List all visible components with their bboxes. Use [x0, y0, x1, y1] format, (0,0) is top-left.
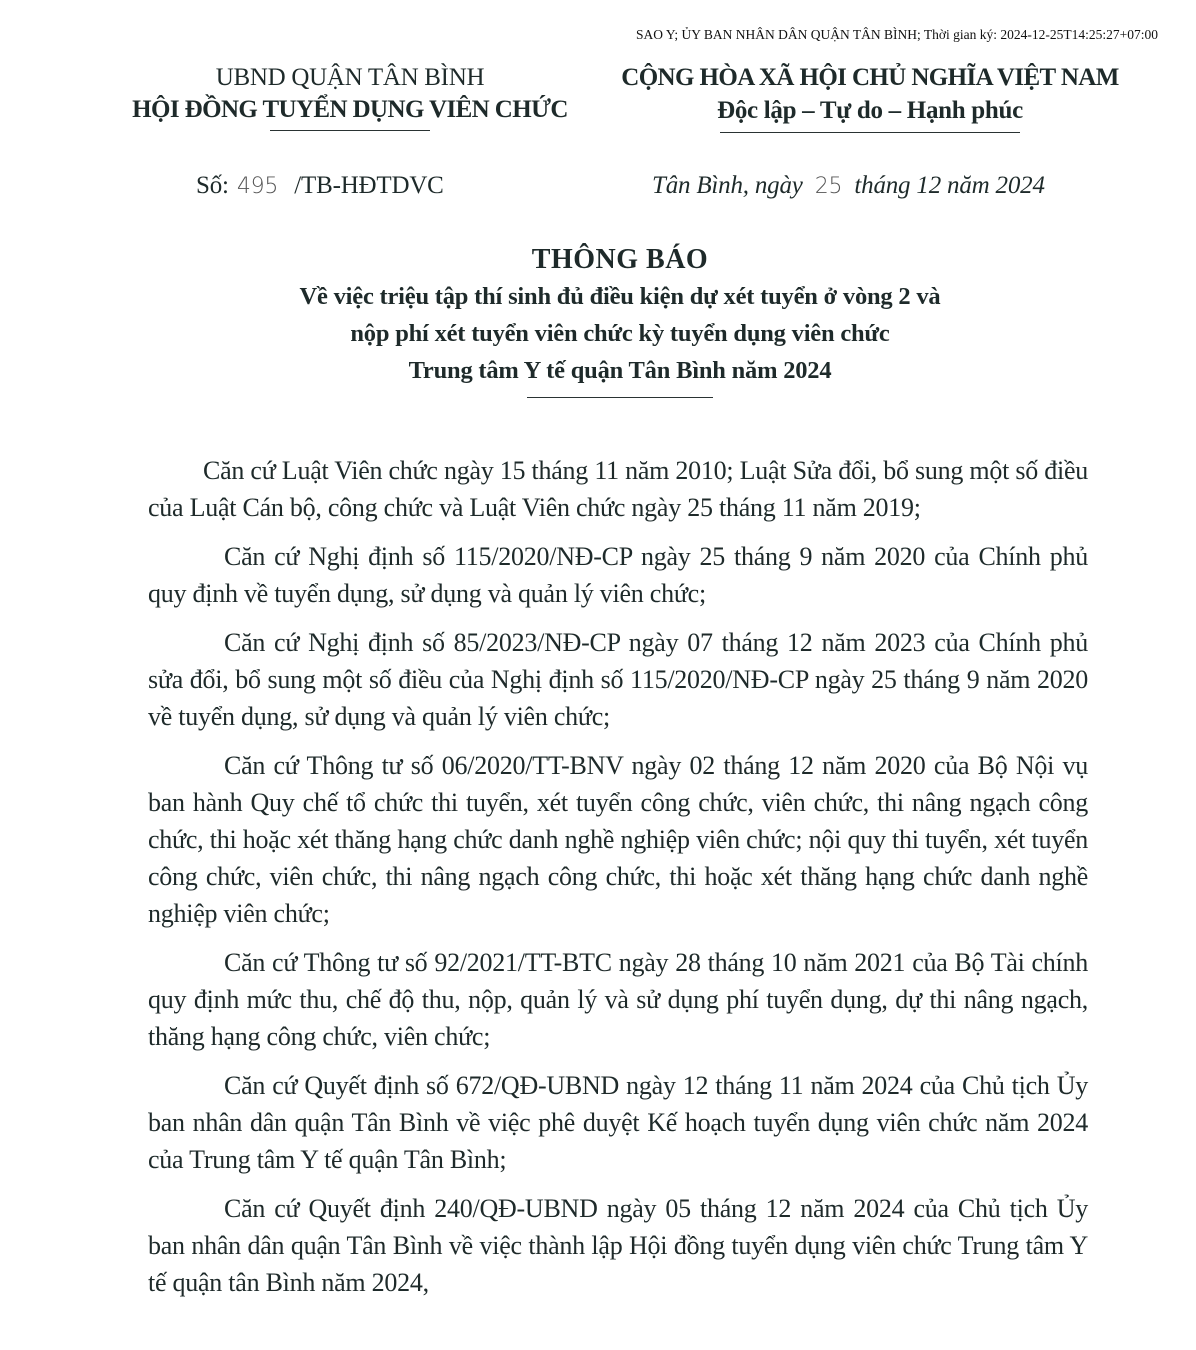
document-number-prefix: Số: — [196, 172, 229, 199]
place-date-line — [652, 172, 1045, 200]
subject-line-1: Về việc triệu tập thí sinh đủ điều kiện dự xét tuyển ở vòng 2 và — [299, 283, 941, 310]
legal-basis-paragraph: Căn cứ Quyết định 240/QĐ-UBND ngày 05 tháng 12 năm 2024 của Chủ tịch Ủy ban nhân dân quận Tân Bình về việc thành lập Hội đồng tuyển dụng viên chức Trung tâm Y tế quận tân Bình năm 2024, — [148, 1194, 1088, 1297]
subject-line-3: Trung tâm Y tế quận Tân Bình năm 2024 — [408, 357, 832, 384]
date-day-handwritten: 25 — [814, 174, 843, 199]
issuing-authority-header — [100, 62, 600, 131]
issuing-organization: HỘI ĐỒNG TUYỂN DỤNG VIÊN CHỨC — [132, 96, 568, 123]
document-body — [148, 452, 1088, 1313]
date-suffix: tháng 12 năm 2024 — [854, 172, 1045, 199]
date-prefix: Tân Bình, ngày — [652, 172, 803, 199]
legal-basis-paragraph: Căn cứ Quyết định số 672/QĐ-UBND ngày 12 tháng 11 năm 2024 của Chủ tịch Ủy ban nhân dân quận Tân Bình về việc phê duyệt Kế hoạch tuyển dụng viên chức năm 2024 của Trung tâm Y tế quận Tân Bình; — [148, 1071, 1088, 1174]
document-title-block — [150, 242, 1090, 398]
digital-signature-stamp: SAO Y; ỦY BAN NHÂN DÂN QUẬN TÂN BÌNH; Thời gian ký: 2024-12-25T14:25:27+07:00 — [636, 27, 1158, 42]
parent-organization: UBND QUẬN TÂN BÌNH — [215, 64, 485, 91]
document-number-suffix: /TB-HĐTDVC — [294, 172, 444, 199]
document-number — [196, 172, 444, 200]
legal-basis-paragraph: Căn cứ Thông tư số 06/2020/TT-BNV ngày 02 tháng 12 năm 2020 của Bộ Nội vụ ban hành Quy chế tổ chức thi tuyển, xét tuyển công chức, viên chức, thi nâng ngạch công chức, thi hoặc xét thăng hạng chức danh nghề nghiệp viên chức; nội quy thi tuyển, xét tuyển công chức, viên chức, thi nâng ngạch công chức, thi hoặc xét thăng hạng chức danh nghề nghiệp viên chức; — [148, 751, 1088, 928]
header-left-divider — [270, 130, 430, 131]
title-divider — [527, 397, 713, 398]
header-right-divider — [720, 132, 1020, 133]
legal-basis-paragraph: Căn cứ Nghị định số 115/2020/NĐ-CP ngày 25 tháng 9 năm 2020 của Chính phủ quy định về tuyển dụng, sử dụng và quản lý viên chức; — [148, 542, 1088, 608]
national-title: CỘNG HÒA XÃ HỘI CHỦ NGHĨA VIỆT NAM — [621, 64, 1119, 91]
legal-basis-paragraph: Căn cứ Luật Viên chức ngày 15 tháng 11 năm 2010; Luật Sửa đổi, bổ sung một số điều của Luật Cán bộ, công chức và Luật Viên chức ngày 25 tháng 11 năm 2019; — [148, 456, 1088, 522]
legal-basis-paragraph: Căn cứ Thông tư số 92/2021/TT-BTC ngày 28 tháng 10 năm 2021 của Bộ Tài chính quy định mức thu, chế độ thu, nộp, quản lý và sử dụng phí tuyển dụng, dự thi nâng ngạch, thăng hạng công chức, viên chức; — [148, 948, 1088, 1051]
document-type: THÔNG BÁO — [531, 244, 709, 275]
national-header — [590, 62, 1150, 133]
national-motto: Độc lập – Tự do – Hạnh phúc — [717, 97, 1023, 124]
document-number-handwritten: 495 — [236, 174, 279, 199]
subject-line-2: nộp phí xét tuyển viên chức kỳ tuyển dụng viên chức — [350, 320, 890, 347]
legal-basis-paragraph: Căn cứ Nghị định số 85/2023/NĐ-CP ngày 07 tháng 12 năm 2023 của Chính phủ sửa đổi, bổ sung một số điều của Nghị định số 115/2020/NĐ-CP ngày 25 tháng 9 năm 2020 về tuyển dụng, sử dụng và quản lý viên chức; — [148, 628, 1088, 731]
